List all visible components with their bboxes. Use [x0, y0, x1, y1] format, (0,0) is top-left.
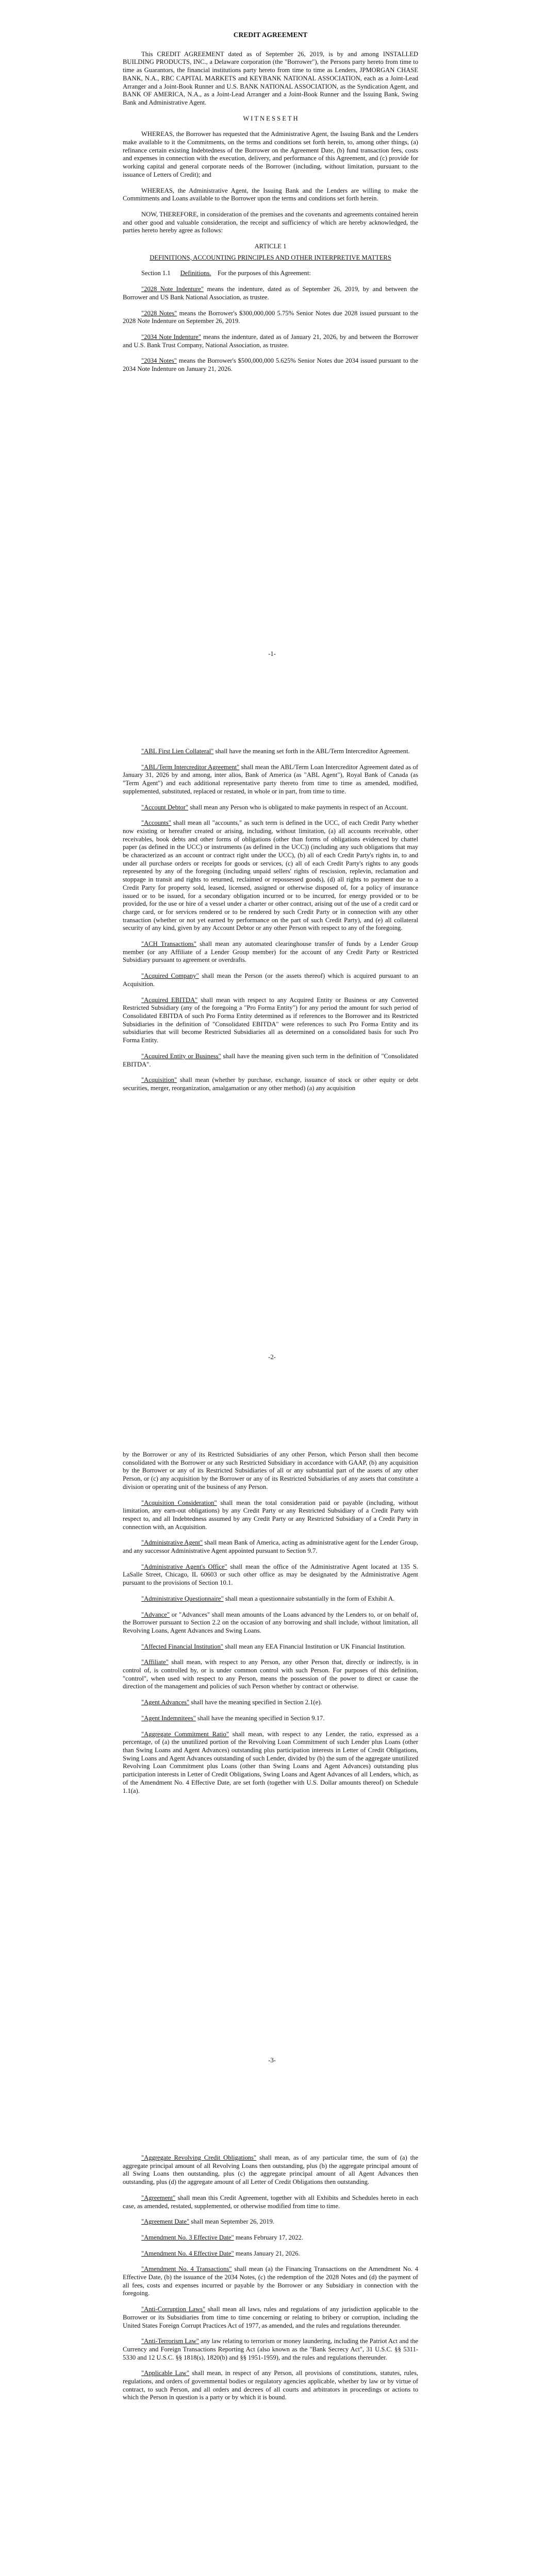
definition-term: "Acquired Entity or Business": [141, 1052, 221, 1060]
definition-paragraph: [123, 2369, 418, 2402]
definition-term: "Administrative Agent": [141, 1539, 203, 1547]
page-3: [0, 1406, 544, 2110]
definition-term: "2028 Notes": [141, 309, 177, 317]
definition-text: shall mean the Person (or the assets thereof) which is acquired pursuant to an Acquisition.: [123, 972, 418, 988]
section-1-1: [123, 269, 418, 278]
definition-text: means the indenture, dated as of January 21, 2026, by and between the Borrower and U.S. Bank Trust Company, National Association, as trustee.: [123, 333, 418, 349]
whereas-paragraph-2: WHEREAS, the Administrative Agent, the Issuing Bank and the Lenders are willing to make the Commitments and Loans available to the Borrower upon the terms and conditions set forth herein.: [123, 187, 418, 202]
definition-term: "Agreement": [141, 2194, 176, 2201]
definition-paragraph: [123, 748, 418, 756]
article-title: DEFINITIONS, ACCOUNTING PRINCIPLES AND OTHER INTERPRETIVE MATTERS: [150, 253, 391, 261]
definition-term: "Anti-Terrorism Law": [141, 2337, 199, 2345]
page-number: -2-: [268, 1353, 276, 1361]
section-text: For the purposes of this Agreement:: [217, 269, 311, 277]
definition-term: "Agent Advances": [141, 1699, 190, 1706]
definition-paragraph: [123, 804, 418, 812]
definition-term: "2028 Note Indenture": [141, 285, 204, 293]
definition-text: any law relating to terrorism or money laundering, including the Patriot Act and the Currency and Foreign Transactions Reporting Act (also known as the "Bank Secrecy Act", 31 U.S.C. §§ 5311-5330 and 12 U.S.C. §§ 1818(s), 1820(b) and §§ 1951-1959), and the rules and regulations thereunder.: [123, 2337, 419, 2361]
definition-paragraph: [123, 1715, 418, 1723]
definition-text: means January 21, 2026.: [234, 2249, 300, 2257]
page-1-content: [123, 31, 418, 381]
definition-term: "Agreement Date": [141, 2218, 190, 2226]
definition-paragraph: [123, 2234, 418, 2242]
definition-text: means February 17, 2022.: [234, 2233, 303, 2241]
definition-text: shall have the meaning specified in Section 2.1(e).: [189, 1699, 322, 1706]
definition-text: shall mean with respect to any Acquired Entity or Business or any Converted Restricted Subsidiary (any of the foregoing a "Pro Forma Entity") for any period the amount for such period of Consolidated EBITDA of such Pro Forma Entity determined as if references to the Borrower and its Restricted Subsidiaries in the definition of "Consolidated EBITDA" were references to such Pro Forma Entity and its subsidiaries that will become Restricted Subsidiaries all as determined on a consolidated basis for such Pro Forma Entity.: [123, 996, 418, 1044]
definition-text: shall mean the total consideration paid or payable (including, without limitation, any earn-out obligations) by any Credit Party or any Restricted Subsidiary of a Credit Party with respect to, and all Indebtedness assumed by any Credit Party or any Restricted Subsidiary of a Credit Party in connection with, an Acquisition.: [123, 1499, 418, 1531]
definition-paragraph: [123, 940, 418, 964]
definition-text: means the indenture, dated as of September 26, 2019, by and between the Borrower and US Bank National Association, as trustee.: [123, 285, 418, 301]
definition-term: "Aggregate Commitment Ratio": [141, 1730, 229, 1738]
definition-term: "2034 Note Indenture": [141, 333, 202, 341]
definition-text: means the Borrower's $300,000,000 5.75% Senior Notes due 2028 issued pursuant to the 2028 Note Indenture on September 26, 2019.: [123, 309, 418, 325]
definition-term: "2034 Notes": [141, 357, 177, 365]
definition-text: shall mean, with respect to any Person, any other Person that, directly or indirectly, is in control of, is controlled by, or is under common control with such Person. For purposes of this definition, "control", when used with respect to any Person, means the possession of the power to direct or cause the direction of the management and policies of such Person whether by contract or otherwise.: [123, 1658, 418, 1690]
definition-paragraph: [123, 2250, 418, 2258]
definition-term: "ACH Transactions": [141, 940, 196, 948]
definition-text: shall mean any Person who is obligated to make payments in respect of an Account.: [188, 803, 408, 811]
definition-term: "Acquired Company": [141, 972, 199, 980]
definition-text: shall mean, as of any particular time, the sum of (a) the aggregate principal amount of all Revolving Loans then outstanding, plus (b) the aggregate principal amount of all Swing Loans then outstanding, plus (c) the aggregate principal amount of all Agent Advances then outstanding, plus (d) the aggregate amount of all Letter of Credit Obligations then outstanding.: [123, 2154, 418, 2186]
definition-text: shall mean any automated clearinghouse transfer of funds by a Lender Group member (or any Affiliate of a Lender Group member) for the account of any Credit Party or Restricted Subsidiary pursuant to agreement or overdrafts.: [123, 940, 418, 964]
definition-paragraph: [123, 2337, 418, 2362]
definition-paragraph: [123, 1539, 418, 1555]
definition-text: shall mean September 26, 2019.: [189, 2218, 274, 2226]
definition-term: "Affected Financial Institution": [141, 1642, 224, 1650]
definition-text: shall mean all laws, rules and regulations of any jurisdiction applicable to the Borrower or its Subsidiaries from time to time concerning or relating to bribery or corruption, including the United States Foreign Corrupt Practices Act of 1977, as amended, and the rules and regulations thereunder.: [123, 2306, 418, 2329]
page-3-content: [123, 1451, 418, 1803]
definition-text: shall mean any EEA Financial Institution or UK Financial Institution.: [223, 1642, 406, 1650]
definition-paragraph: [123, 819, 418, 933]
definition-term: "Affiliate": [141, 1658, 169, 1666]
definition-term: "ABL/Term Intercreditor Agreement": [141, 763, 240, 771]
definition-paragraph: [123, 1699, 418, 1707]
definition-paragraph: [123, 1643, 418, 1651]
definition-term: "Aggregate Revolving Credit Obligations": [141, 2154, 257, 2161]
section-number: Section 1.1: [141, 269, 171, 277]
witnesseth-heading: W I T N E S S E T H: [243, 114, 298, 122]
definition-paragraph: [123, 310, 418, 326]
definition-term: "Amendment No. 4 Transactions": [141, 2265, 232, 2273]
now-therefore-paragraph: NOW, THEREFORE, in consideration of the premises and the covenants and agreements contained herein and other good and valuable consideration, the receipt and sufficiency of which are hereby acknowledged, the parties hereto hereby agree as follows:: [123, 210, 418, 234]
page-2-content: [123, 748, 418, 1100]
definition-paragraph: [123, 357, 418, 373]
definition-paragraph: [123, 1076, 418, 1092]
definition-text: or "Advances" shall mean amounts of the Loans advanced by the Lenders to, or on behalf of, the Borrower pursuant to Section 2.2 on the occasion of any borrowing and shall include, without limitation, all Revolving Loans, Agent Advances and Swing Loans.: [123, 1611, 418, 1634]
definition-paragraph: [123, 1658, 418, 1691]
definition-paragraph: [123, 1595, 418, 1603]
definition-term: "ABL First Lien Collateral": [141, 748, 214, 755]
definition-paragraph: [123, 2218, 418, 2226]
definition-text: shall mean this Credit Agreement, together with all Exhibits and Schedules hereto in each case, as amended, restated, supplemented, or otherwise modified from time to time.: [123, 2194, 418, 2210]
definition-paragraph: [123, 2154, 418, 2187]
definition-text: means the Borrower's $500,000,000 5.625% Senior Notes due 2034 issued pursuant to the 2034 Note Indenture on January 21, 2026.: [123, 357, 418, 373]
definition-paragraph: [123, 996, 418, 1045]
definition-text: shall have the meaning specified in Section 9.17.: [195, 1714, 325, 1722]
page-number: -1-: [268, 650, 276, 657]
definition-paragraph: [123, 972, 418, 988]
definition-paragraph: [123, 2306, 418, 2330]
definition-term: "Accounts": [141, 819, 171, 827]
definition-term: "Anti-Corruption Laws": [141, 2306, 206, 2313]
definition-term: "Advance": [141, 1611, 170, 1618]
definition-term: "Account Debtor": [141, 803, 189, 811]
page-4-content: [123, 2154, 418, 2410]
definition-term: "Amendment No. 3 Effective Date": [141, 2233, 234, 2241]
definition-text: shall have the meaning given such term in the definition of "Consolidated EBITDA".: [123, 1052, 418, 1068]
definition-text: shall mean a questionnaire substantially in the form of Exhibit A.: [223, 1595, 395, 1602]
definition-term: "Acquisition Consideration": [141, 1499, 217, 1506]
whereas-paragraph-1: WHEREAS, the Borrower has requested that the Administrative Agent, the Issuing Bank and the Lenders make available to it the Commitments, on the terms and conditions set forth herein, to, among other things, (a) refinance certain existing Indebtedness of the Borrower on the Agreement Date, (b) fund transaction fees, costs and expenses in connection with the execution, delivery, and performance of this Agreement, and (c) provide for working capital and general corporate needs of the Borrower (including, without limitation, pursuant to the issuance of Letters of Credit); and: [123, 130, 418, 178]
page-number: -3-: [268, 2057, 276, 2064]
definition-term: "Applicable Law": [141, 2369, 190, 2377]
definition-paragraph: [123, 1563, 418, 1587]
definition-paragraph: [123, 1499, 418, 1532]
definition-paragraph: [123, 1053, 418, 1069]
definition-term: "Acquisition": [141, 1076, 177, 1084]
page-4: [0, 2110, 544, 2576]
definition-term: "Administrative Questionnaire": [141, 1595, 224, 1602]
definition-term: "Amendment No. 4 Effective Date": [141, 2249, 234, 2257]
definition-text: shall mean the ABL/Term Loan Intercreditor Agreement dated as of January 31, 2026 by and among, inter alios, Bank of America (as "ABL Agent"), Royal Bank of Canada (as "Term Agent") and each additional representative party thereto from time to time as amended, modified, supplemented, substituted, replaced or restated, in whole or in part, from time to time.: [123, 763, 418, 795]
definition-paragraph: [123, 2265, 418, 2298]
definition-text: shall mean Bank of America, acting as administrative agent for the Lender Group, and any successor Administrative Agent appointed pursuant to Section 9.7.: [123, 1539, 418, 1555]
continued-paragraph: by the Borrower or any of its Restricted Subsidiaries of any other Person, which Person shall then become consolidated with the Borrower or any such Restricted Subsidiary in accordance with GAAP, (b) any acquisition by the Borrower or any of its Restricted Subsidiaries of all or any substantial part of the assets of any other Person, or (c) any acquisition by the Borrower or any of its Restricted Subsidiaries of any assets that constitute a division or operating unit of the business of any Person.: [123, 1451, 418, 1490]
definition-paragraph: [123, 2194, 418, 2210]
definition-text: shall mean, in respect of any Person, all provisions of constitutions, statutes, rules, regulations, and orders of governmental bodies or regulatory agencies applicable, whether by law or by virtue of contract, to such Person, and all orders and decrees of all courts and arbitrators in proceedings or actions to which the Person in question is a party or by which it is bound.: [123, 2369, 418, 2401]
definition-term: "Acquired EBITDA": [141, 996, 198, 1004]
article-number: ARTICLE 1: [254, 243, 287, 250]
document-title: CREDIT AGREEMENT: [233, 31, 308, 39]
section-name: Definitions.: [180, 269, 211, 277]
definition-text: shall mean (whether by purchase, exchange, issuance of stock or other equity or debt securities, merger, reorganization, amalgamation or any other method) (a) any acquisition: [123, 1076, 418, 1092]
definition-text: shall mean (a) the Financing Transactions on the Amendment No. 4 Effective Date, (b) the issuance of the 2034 Notes, (c) the redemption of the 2028 Notes and (d) the payment of all fees, costs and expenses incurred or payable by the Borrower or any Subsidiary in connection with the foregoing.: [123, 2265, 418, 2297]
intro-paragraph: This CREDIT AGREEMENT dated as of September 26, 2019, is by and among INSTALLED BUILDING PRODUCTS, INC., a Delaware corporation (the "Borrower"), the Persons party hereto from time to time as Guarantors, the financial institutions party hereto from time to time as Lenders, JPMORGAN CHASE BANK, N.A., RBC CAPITAL MARKETS and KEYBANK NATIONAL ASSOCIATION, each as a Joint-Lead Arranger and a Joint-Book Runner and U.S. BANK NATIONAL ASSOCIATION, as the Syndication Agent, and BANK OF AMERICA, N.A., as a Joint-Lead Arranger and a Joint-Book Runner and the Issuing Bank, Swing Bank and Administrative Agent.: [123, 50, 418, 106]
page-1: [0, 0, 544, 703]
definition-paragraph: [123, 764, 418, 796]
definition-term: "Agent Indemnitees": [141, 1714, 196, 1722]
definition-text: shall mean all "accounts," as such term is defined in the UCC, of each Credit Party whether now existing or hereafter created or arising, including, without limitation, (a) all accounts receivable, other receivables, book debts and other forms of obligations (other than forms of obligations evidenced by chattel paper (as defined in the UCC) or instruments (as defined in the UCC)) (including any such obligations that may be characterized as an account or contract right under the UCC), (b) all of each Credit Party's rights in, to and under all purchase orders or receipts for goods or services, (c) all of each Credit Party's rights to any goods represented by any of the foregoing (including unpaid sellers' rights of rescission, replevin, reclamation and stoppage in transit and rights to returned, reclaimed or repossessed goods), (d) all rights to payment due to a Credit Party for property sold, leased, licensed, assigned or otherwise disposed of, for a policy of insurance issued or to be issued, for a secondary obligation incurred or to be incurred, for energy provided or to be provided, for the use or hire of a vessel under a charter or other contract, arising out of the use of a credit card or charge card, or for services rendered or to be rendered by such Credit Party or in connection with any other transaction (whether or not yet earned by performance on the part of such Credit Party), and (e) all collateral security of any kind, given by any Account Debtor or any other Person with respect to any of the foregoing.: [123, 819, 418, 932]
definition-paragraph: [123, 333, 418, 349]
definition-text: shall mean, with respect to any Lender, the ratio, expressed as a percentage, of (a) the unutilized portion of the Revolving Loan Commitment of such Lender plus Loans (other than Swing Loans and Agent Advances) outstanding plus participation interests in Letter of Credit Obligations, Swing Loans and Agent Advances outstanding of such Lender, divided by (b) the sum of the aggregate unutilized Revolving Loan Commitment plus Loans (other than Swing Loans and Agent Advances) outstanding plus participation interests in Letter of Credit Obligations, Swing Loans and Agent Advances of all Lenders, which, as of the Amendment No. 4 Effective Date, are set forth (together with U.S. Dollar amounts thereof) on Schedule 1.1(a).: [123, 1730, 418, 1794]
definition-paragraph: [123, 1611, 418, 1635]
page-2: [0, 703, 544, 1406]
definition-paragraph: [123, 1731, 418, 1795]
definition-text: shall have the meaning set forth in the ABL/Term Intercreditor Agreement.: [213, 748, 410, 755]
definition-term: "Administrative Agent's Office": [141, 1563, 227, 1570]
definition-text: shall mean the office of the Administrative Agent located at 135 S. LaSalle Street, Chicago, IL 60603 or such other office as may be designated by the Administrative Agent pursuant to the provisions of Section 10.1.: [123, 1563, 418, 1587]
definition-paragraph: [123, 285, 418, 301]
